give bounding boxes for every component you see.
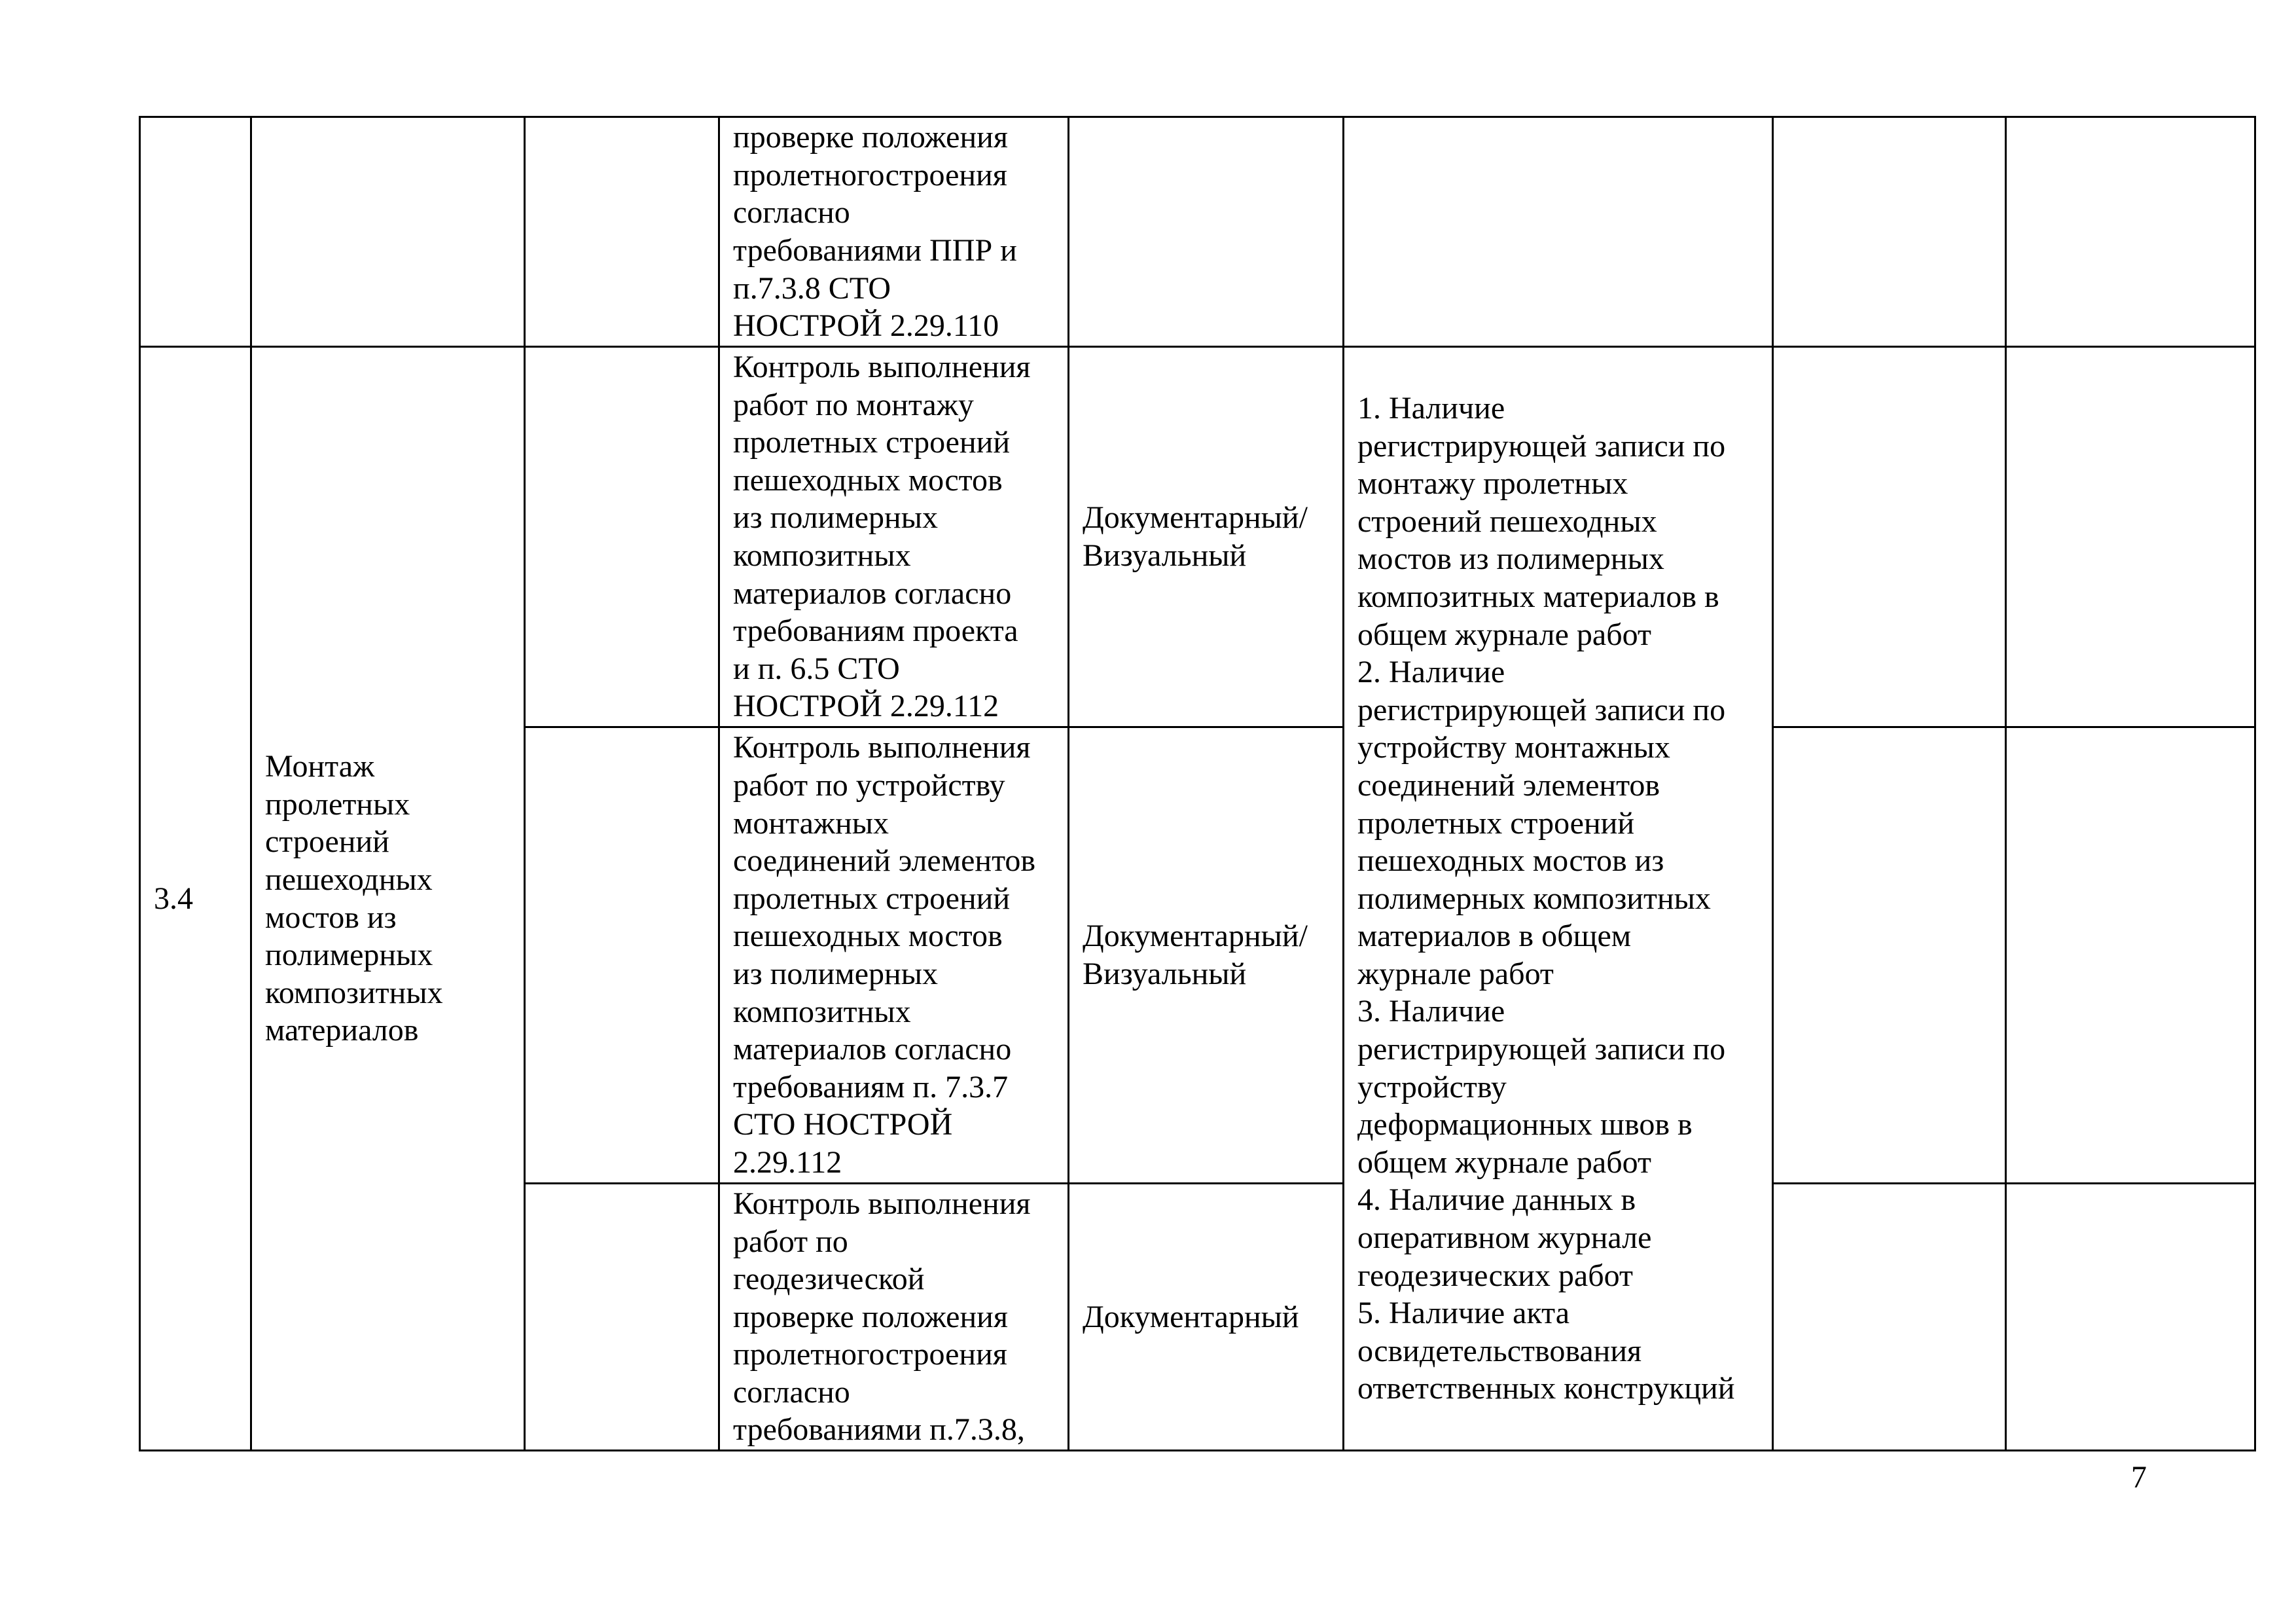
cell-empty (251, 117, 525, 347)
requirement-cell: проверке положения пролетногостроения согласно требованиями ППР и п.7.3.8 СТО НОСТРОЙ 2.29.110 (719, 117, 1069, 347)
criteria-cell: 1. Наличие регистрирующей записи по монтажу пролетных строений пешеходных мостов из полимерных композитных материалов в общем журнале работ 2. Наличие регистрирующей записи по устройству монтажных соединений элементов пролетных строений пешеходных мостов из полимерных композитных материалов в общем журнале работ 3. Наличие регистрирующей записи по устройству деформационных швов в общем журнале работ 4. Наличие данных в оперативном журнале геодезических работ 5. Наличие акта освидетельствования ответственных конструкций (1344, 347, 1773, 1451)
cell-empty (2006, 347, 2255, 727)
method-cell: Документарный/ Визуальный (1069, 347, 1344, 727)
cell-empty (140, 117, 251, 347)
cell-empty (525, 1184, 719, 1451)
cell-empty (2006, 117, 2255, 347)
requirement-cell: Контроль выполнения работ по геодезической проверке положения пролетногостроения согласно требованиями п.7.3.8, (719, 1184, 1069, 1451)
item-number: 3.4 (140, 347, 251, 1451)
cell-empty (2006, 1184, 2255, 1451)
cell-empty (1344, 117, 1773, 347)
continuation-row (140, 117, 2255, 347)
cell-empty (2006, 727, 2255, 1184)
cell-empty (1773, 347, 2006, 727)
requirement-cell: Контроль выполнения работ по монтажу пролетных строений пешеходных мостов из полимерных композитных материалов согласно требованиям проекта и п. 6.5 СТО НОСТРОЙ 2.29.112 (719, 347, 1069, 727)
cell-empty (1773, 117, 2006, 347)
work-name: Монтаж пролетных строений пешеходных мостов из полимерных композитных материалов (251, 347, 525, 1451)
cell-empty (525, 117, 719, 347)
requirements-table (139, 116, 2256, 1451)
cell-empty (525, 347, 719, 727)
method-cell: Документарный/ Визуальный (1069, 727, 1344, 1184)
cell-empty (1773, 727, 2006, 1184)
cell-empty (1069, 117, 1344, 347)
cell-empty (525, 727, 719, 1184)
page-number: 7 (2131, 1460, 2147, 1495)
cell-empty (1773, 1184, 2006, 1451)
requirement-cell: Контроль выполнения работ по устройству монтажных соединений элементов пролетных строений пешеходных мостов из полимерных композитных материалов согласно требованиям п. 7.3.7 СТО НОСТРОЙ 2.29.112 (719, 727, 1069, 1184)
method-cell: Документарный (1069, 1184, 1344, 1451)
table-row (140, 347, 2255, 727)
